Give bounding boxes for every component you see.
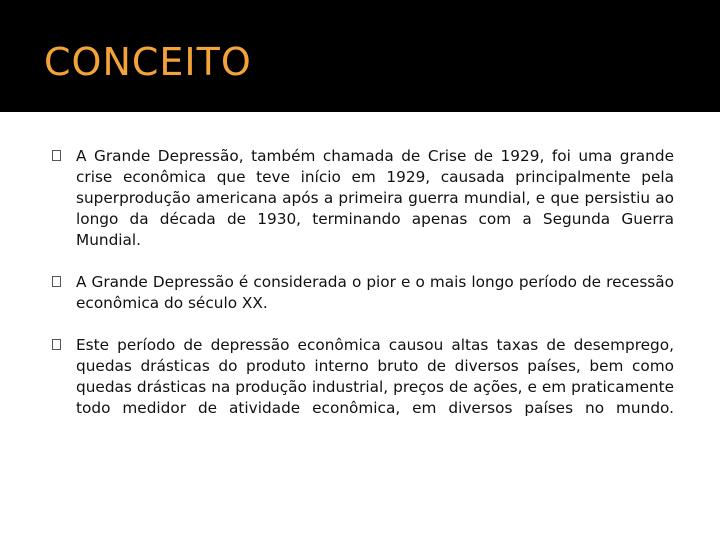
square-bullet-icon bbox=[52, 339, 61, 350]
bullet-list bbox=[52, 146, 674, 440]
slide-title: CONCEITO bbox=[44, 40, 252, 84]
square-bullet-icon bbox=[52, 150, 61, 161]
bullet-text: Este período de depressão econômica causou altas taxas de desemprego, quedas drásticas do produto interno bruto de diversos países, bem como quedas drásticas na produção industrial, preços de ações, e em praticamente todo medidor de atividade econômica, em diversos países no mundo. bbox=[76, 336, 674, 417]
bullet-text: A Grande Depressão é considerada o pior e o mais longo período de recessão econômica do século XX. bbox=[76, 273, 674, 312]
list-item bbox=[52, 335, 674, 419]
list-item bbox=[52, 272, 674, 314]
bullet-text: A Grande Depressão, também chamada de Crise de 1929, foi uma grande crise econômica que teve início em 1929, causada principalmente pela superprodução americana após a primeira guerra mundial, e que persistiu ao longo da década de 1930, terminando apenas com a Segunda Guerra Mundial. bbox=[76, 147, 674, 249]
list-item bbox=[52, 146, 674, 251]
title-bar bbox=[0, 0, 720, 112]
square-bullet-icon bbox=[52, 276, 61, 287]
